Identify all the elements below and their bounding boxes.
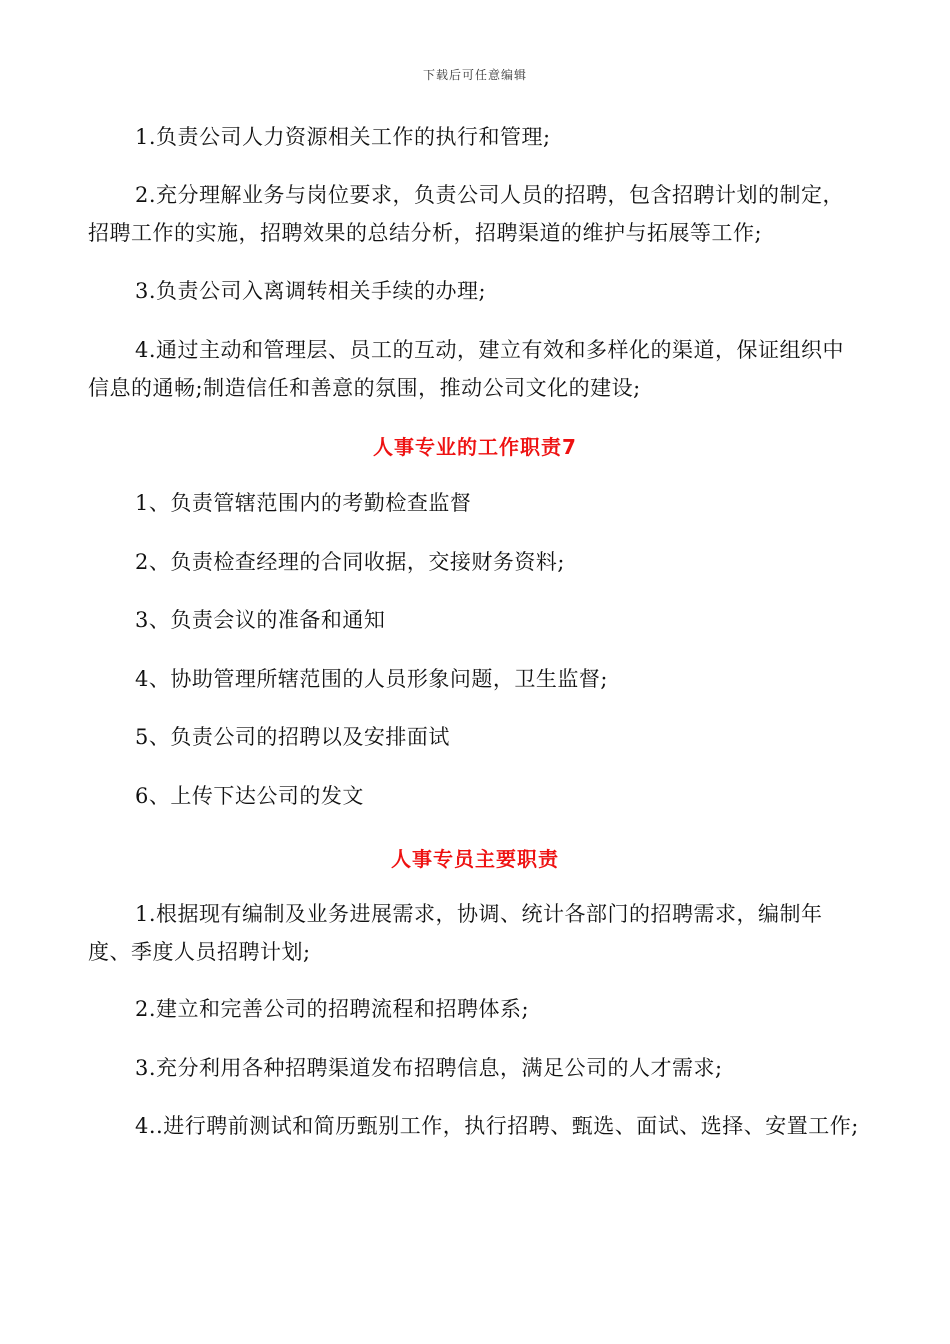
section-heading-main-duties: 人事专员主要职责 (391, 847, 559, 871)
paragraph-3-4: 4..进行聘前测试和简历甄别工作，执行招聘、甄选、面试、选择、安置工作; (135, 1114, 859, 1138)
section-heading-duties-7: 人事专业的工作职责7 (373, 435, 577, 459)
paragraph-1-3: 3.负责公司入离调转相关手续的办理; (135, 279, 487, 303)
paragraph-2-4: 4、协助管理所辖范围的人员形象问题，卫生监督; (135, 667, 608, 691)
paragraph-1-2: 2.充分理解业务与岗位要求，负责公司人员的招聘，包含招聘计划的制定，招聘工作的实施，招聘效果的总结分析，招聘渠道的维护与拓展等工作; (88, 183, 845, 245)
paragraph-1-1: 1.负责公司人力资源相关工作的执行和管理; (135, 125, 551, 149)
paragraph-2-5: 5、负责公司的招聘以及安排面试 (135, 725, 450, 749)
paragraph-1-4: 4.通过主动和管理层、员工的互动，建立有效和多样化的渠道，保证组织中信息的通畅;制造信任和善意的氛围，推动公司文化的建设; (88, 338, 845, 400)
paragraph-2-1: 1、负责管辖范围内的考勤检查监督 (135, 491, 472, 515)
paragraph-2-2: 2、负责检查经理的合同收据，交接财务资料; (135, 550, 565, 574)
paragraph-2-6: 6、上传下达公司的发文 (135, 784, 364, 808)
paragraph-2-3: 3、负责会议的准备和通知 (135, 608, 386, 632)
paragraph-3-1: 1.根据现有编制及业务进展需求，协调、统计各部门的招聘需求，编制年度、季度人员招聘计划; (88, 902, 823, 964)
paragraph-3-2: 2.建立和完善公司的招聘流程和招聘体系; (135, 997, 530, 1021)
paragraph-3-3: 3.充分利用各种招聘渠道发布招聘信息，满足公司的人才需求; (135, 1056, 723, 1080)
page-header: 下载后可任意编辑 (422, 68, 527, 82)
